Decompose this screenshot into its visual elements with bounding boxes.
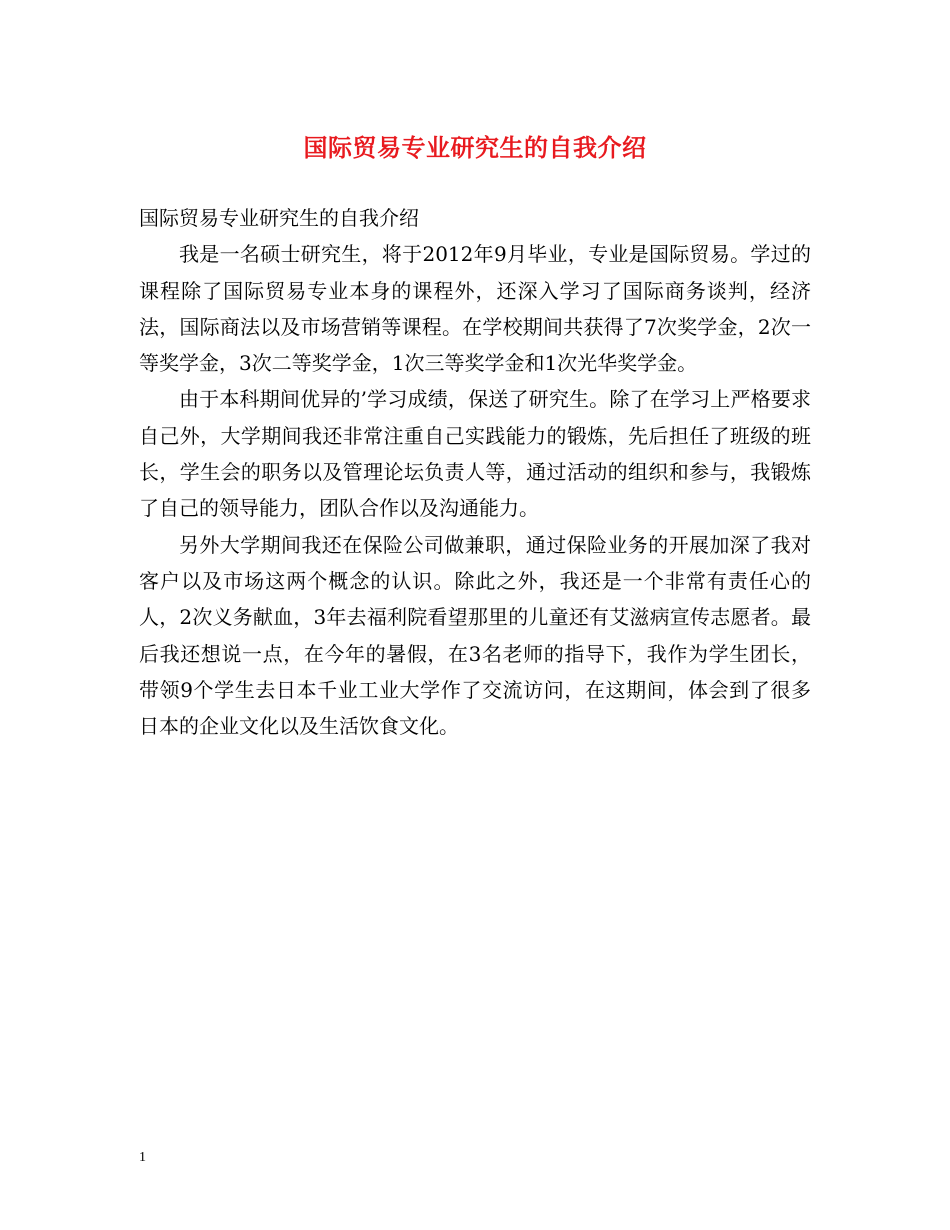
document-title: 国际贸易专业研究生的自我介绍: [303, 133, 647, 162]
page-number: 1: [139, 1150, 146, 1165]
paragraph-leadership: 由于本科期间优异的’学习成绩，保送了研究生。除了在学习上严格要求自己外，大学期间我还非常注重自己实践能力的锻炼，先后担任了班级的班长，学生会的职务以及管理论坛负责人等，通过活动的组织和参与，我锻炼了自己的领导能力，团队合作以及沟通能力。: [139, 387, 811, 521]
document-body: [139, 200, 811, 744]
document-subtitle-line: 国际贸易专业研究生的自我介绍: [139, 206, 419, 230]
paragraph-intro: 我是一名硕士研究生，将于2012年9月毕业，专业是国际贸易。学过的课程除了国际贸易专业本身的课程外，还深入学习了国际商务谈判，经济法，国际商法以及市场营销等课程。在学校期间共获得了7次奖学金，2次一等奖学金，3次二等奖学金，1次三等奖学金和1次光华奖学金。: [139, 242, 811, 376]
paragraph-experience: 另外大学期间我还在保险公司做兼职，通过保险业务的开展加深了我对客户以及市场这两个概念的认识。除此之外，我还是一个非常有责任心的人，2次义务献血，3年去福利院看望那里的儿童还有艾滋病宣传志愿者。最后我还想说一点，在今年的暑假，在3名老师的指导下，我作为学生团长，带领9个学生去日本千业工业大学作了交流访问，在这期间，体会到了很多日本的企业文化以及生活饮食文化。: [139, 532, 811, 739]
